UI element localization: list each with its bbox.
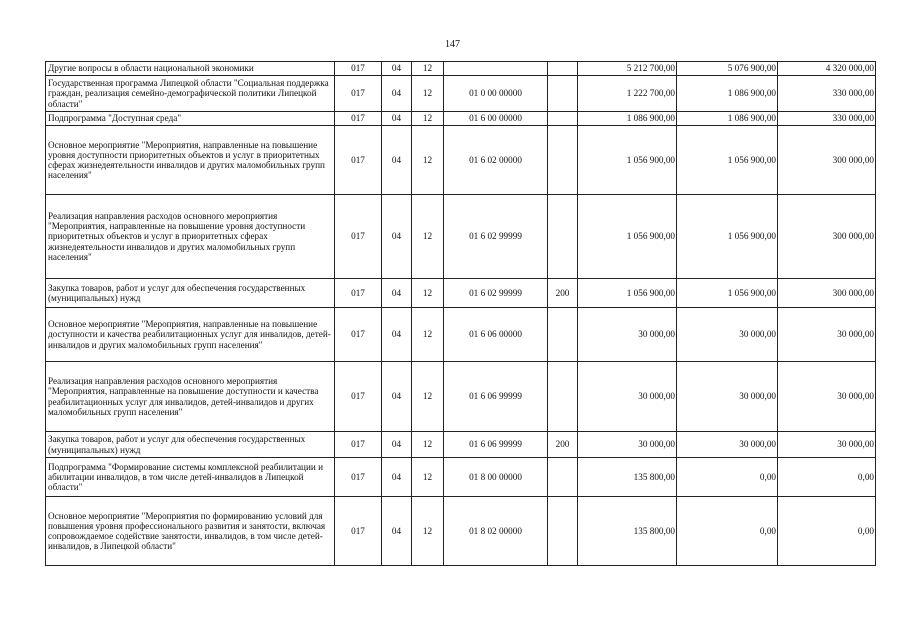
section-code-cell: 04 [382, 279, 412, 308]
subsection-code-cell: 12 [412, 76, 444, 112]
amount-year1-cell: 1 086 900,00 [578, 112, 677, 126]
section-code-cell: 04 [382, 308, 412, 362]
target-article-cell: 01 6 06 99999 [444, 362, 548, 432]
subsection-code-cell: 12 [412, 497, 444, 566]
row-name-cell: Реализация направления расходов основного мероприятия "Мероприятия, направленные на повышение уровня доступности приоритетных объектов и услуг в приоритетных сферах жизнедеятельности инвалидов и других маломобильных групп населения" [46, 195, 335, 279]
table-row [46, 62, 876, 76]
row-name-cell: Закупка товаров, работ и услуг для обеспечения государственных (муниципальных) нужд [46, 279, 335, 308]
ved-code-cell: 017 [335, 279, 382, 308]
table-row [46, 497, 876, 566]
row-name-cell: Основное мероприятие "Мероприятия по формированию условий для повышения уровня профессионального развития и занятости, включая сопровождаемое содействие занятости, инвалидов, в том числе детей-инвалидов, в Липецкой области" [46, 497, 335, 566]
target-article-cell: 01 6 02 00000 [444, 126, 548, 195]
target-article-cell: 01 8 02 00000 [444, 497, 548, 566]
target-article-cell: 01 6 02 99999 [444, 195, 548, 279]
section-code-cell: 04 [382, 432, 412, 458]
amount-year2-cell: 0,00 [677, 497, 778, 566]
amount-year2-cell: 30 000,00 [677, 362, 778, 432]
subsection-code-cell: 12 [412, 432, 444, 458]
row-name-cell: Основное мероприятие "Мероприятия, направленные на повышение доступности и качества реабилитационных услуг для инвалидов, детей-инвалидов и других маломобильных групп населения" [46, 308, 335, 362]
section-code-cell: 04 [382, 126, 412, 195]
subsection-code-cell: 12 [412, 62, 444, 76]
amount-year1-cell: 30 000,00 [578, 432, 677, 458]
section-code-cell: 04 [382, 362, 412, 432]
target-article-cell: 01 6 00 00000 [444, 112, 548, 126]
amount-year3-cell: 30 000,00 [778, 432, 876, 458]
expense-type-cell [548, 126, 578, 195]
amount-year2-cell: 1 086 900,00 [677, 112, 778, 126]
target-article-cell: 01 6 06 99999 [444, 432, 548, 458]
amount-year3-cell: 0,00 [778, 497, 876, 566]
amount-year1-cell: 135 800,00 [578, 497, 677, 566]
section-code-cell: 04 [382, 195, 412, 279]
section-code-cell: 04 [382, 497, 412, 566]
expense-type-cell [548, 76, 578, 112]
amount-year1-cell: 1 222 700,00 [578, 76, 677, 112]
ved-code-cell: 017 [335, 112, 382, 126]
amount-year1-cell: 135 800,00 [578, 458, 677, 497]
table-row [46, 458, 876, 497]
amount-year3-cell: 330 000,00 [778, 76, 876, 112]
table-row [46, 432, 876, 458]
subsection-code-cell: 12 [412, 195, 444, 279]
subsection-code-cell: 12 [412, 308, 444, 362]
expense-type-cell [548, 497, 578, 566]
amount-year2-cell: 30 000,00 [677, 432, 778, 458]
amount-year2-cell: 1 056 900,00 [677, 195, 778, 279]
ved-code-cell: 017 [335, 497, 382, 566]
amount-year1-cell: 30 000,00 [578, 362, 677, 432]
target-article-cell: 01 6 02 99999 [444, 279, 548, 308]
amount-year3-cell: 30 000,00 [778, 362, 876, 432]
table-row [46, 308, 876, 362]
amount-year2-cell: 1 086 900,00 [677, 76, 778, 112]
amount-year2-cell: 1 056 900,00 [677, 126, 778, 195]
amount-year3-cell: 0,00 [778, 458, 876, 497]
amount-year3-cell: 4 320 000,00 [778, 62, 876, 76]
expense-type-cell [548, 195, 578, 279]
expense-type-cell: 200 [548, 432, 578, 458]
table-row [46, 76, 876, 112]
budget-table [45, 61, 876, 566]
page-number: 147 [445, 39, 460, 50]
row-name-cell: Государственная программа Липецкой области "Социальная поддержка граждан, реализация семейно-демографической политики Липецкой области" [46, 76, 335, 112]
expense-type-cell [548, 62, 578, 76]
subsection-code-cell: 12 [412, 112, 444, 126]
amount-year1-cell: 5 212 700,00 [578, 62, 677, 76]
amount-year3-cell: 30 000,00 [778, 308, 876, 362]
amount-year3-cell: 300 000,00 [778, 195, 876, 279]
expense-type-cell: 200 [548, 279, 578, 308]
subsection-code-cell: 12 [412, 126, 444, 195]
row-name-cell: Реализация направления расходов основного мероприятия "Мероприятия, направленные на повышение доступности и качества реабилитационных услуг для инвалидов, детей-инвалидов и других маломобильных групп населения" [46, 362, 335, 432]
section-code-cell: 04 [382, 458, 412, 497]
row-name-cell: Основное мероприятие "Мероприятия, направленные на повышение уровня доступности приоритетных объектов и услуг в приоритетных сферах жизнедеятельности инвалидов и других маломобильных групп населения" [46, 126, 335, 195]
ved-code-cell: 017 [335, 432, 382, 458]
amount-year2-cell: 30 000,00 [677, 308, 778, 362]
target-article-cell: 01 6 06 00000 [444, 308, 548, 362]
table-row [46, 112, 876, 126]
amount-year2-cell: 5 076 900,00 [677, 62, 778, 76]
target-article-cell: 01 8 00 00000 [444, 458, 548, 497]
section-code-cell: 04 [382, 62, 412, 76]
row-name-cell: Закупка товаров, работ и услуг для обеспечения государственных (муниципальных) нужд [46, 432, 335, 458]
amount-year2-cell: 1 056 900,00 [677, 279, 778, 308]
subsection-code-cell: 12 [412, 458, 444, 497]
ved-code-cell: 017 [335, 76, 382, 112]
amount-year1-cell: 1 056 900,00 [578, 195, 677, 279]
expense-type-cell [548, 112, 578, 126]
ved-code-cell: 017 [335, 362, 382, 432]
section-code-cell: 04 [382, 112, 412, 126]
row-name-cell: Другие вопросы в области национальной экономики [46, 62, 335, 76]
ved-code-cell: 017 [335, 62, 382, 76]
target-article-cell: 01 0 00 00000 [444, 76, 548, 112]
amount-year1-cell: 30 000,00 [578, 308, 677, 362]
ved-code-cell: 017 [335, 195, 382, 279]
amount-year3-cell: 300 000,00 [778, 126, 876, 195]
expense-type-cell [548, 308, 578, 362]
expense-type-cell [548, 362, 578, 432]
ved-code-cell: 017 [335, 126, 382, 195]
table-row [46, 362, 876, 432]
table-row [46, 126, 876, 195]
ved-code-cell: 017 [335, 308, 382, 362]
amount-year1-cell: 1 056 900,00 [578, 126, 677, 195]
table-row [46, 279, 876, 308]
subsection-code-cell: 12 [412, 279, 444, 308]
row-name-cell: Подпрограмма "Доступная среда" [46, 112, 335, 126]
subsection-code-cell: 12 [412, 362, 444, 432]
target-article-cell [444, 62, 548, 76]
amount-year1-cell: 1 056 900,00 [578, 279, 677, 308]
amount-year3-cell: 330 000,00 [778, 112, 876, 126]
row-name-cell: Подпрограмма "Формирование системы комплексной реабилитации и абилитации инвалидов, в том числе детей-инвалидов в Липецкой области" [46, 458, 335, 497]
section-code-cell: 04 [382, 76, 412, 112]
table-row [46, 195, 876, 279]
expense-type-cell [548, 458, 578, 497]
amount-year2-cell: 0,00 [677, 458, 778, 497]
amount-year3-cell: 300 000,00 [778, 279, 876, 308]
ved-code-cell: 017 [335, 458, 382, 497]
